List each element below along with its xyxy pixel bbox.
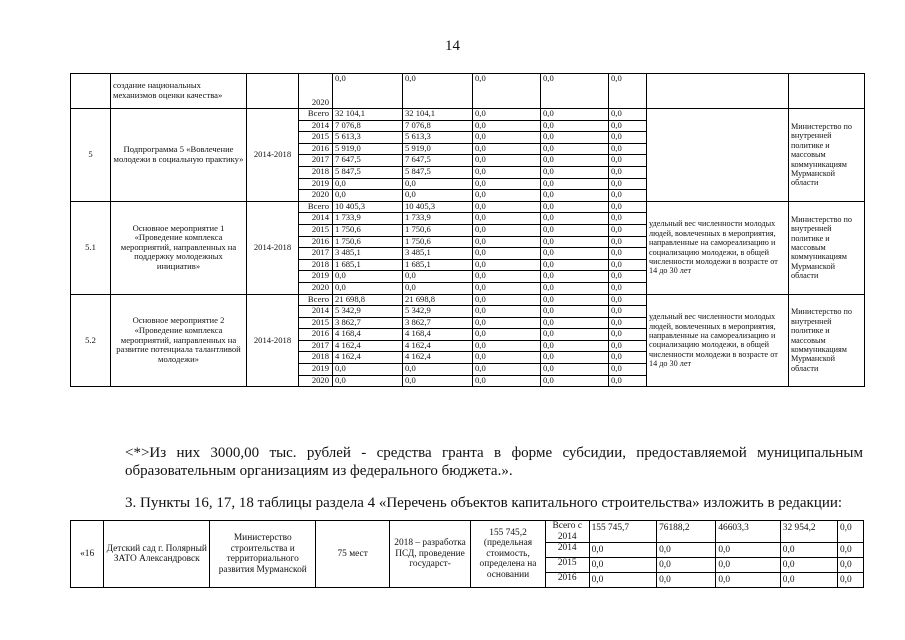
value-cell: 0,0 <box>473 224 541 236</box>
value-cell: 5 613,3 <box>403 132 473 144</box>
object-stage: 2018 – разработка ПСД, проведение государст- <box>390 521 471 588</box>
value-cell: 4 162,4 <box>403 352 473 364</box>
value-cell: 0,0 <box>473 364 541 376</box>
capital-construction-table <box>70 520 864 588</box>
value-cell: 4 162,4 <box>333 352 403 364</box>
row-year: 2020 <box>299 190 333 202</box>
value-cell: 0,0 <box>541 306 609 318</box>
value-cell: 0,0 <box>541 224 609 236</box>
row-year: 2014 <box>299 213 333 225</box>
value-cell: 1 733,9 <box>403 213 473 225</box>
program-number: 5.2 <box>71 294 111 387</box>
value-cell: 0,0 <box>609 375 647 387</box>
value-cell: 0,0 <box>541 178 609 190</box>
value-cell: 1 685,1 <box>333 259 403 271</box>
value-cell: 0,0 <box>541 352 609 364</box>
value-cell: 0,0 <box>609 306 647 318</box>
value-cell: 32 104,1 <box>403 109 473 121</box>
value-cell: 4 168,4 <box>333 329 403 341</box>
value-cell: 0,0 <box>780 543 837 558</box>
value-cell: 0,0 <box>473 132 541 144</box>
value-cell: 0,0 <box>609 213 647 225</box>
value-cell: 0,0 <box>541 155 609 167</box>
value-cell: 0,0 <box>837 521 863 543</box>
program-name: Основное мероприятие 2 «Проведение комплекса мероприятий, направленных на развитие потенциала талантливой молодежи» <box>111 294 247 387</box>
value-cell: 0,0 <box>473 375 541 387</box>
program-period: 2014-2018 <box>247 294 299 387</box>
value-cell: 0,0 <box>473 282 541 294</box>
value-cell: 0,0 <box>541 236 609 248</box>
value-cell: 1 750,6 <box>403 236 473 248</box>
value-cell: 0,0 <box>541 248 609 260</box>
value-cell: 10 405,3 <box>333 201 403 213</box>
value-cell: 0,0 <box>609 224 647 236</box>
value-cell: 5 919,0 <box>333 143 403 155</box>
program-name: Подпрограмма 5 «Вовлечение молодежи в социальную практику» <box>111 109 247 202</box>
value-cell: 0,0 <box>609 364 647 376</box>
value-cell: 1 750,6 <box>333 224 403 236</box>
value-cell: 0,0 <box>541 364 609 376</box>
value-cell: 0,0 <box>333 282 403 294</box>
row-year: 2015 <box>299 317 333 329</box>
row-year: 2018 <box>299 259 333 271</box>
value-cell: 0,0 <box>333 190 403 202</box>
value-cell: 0,0 <box>541 120 609 132</box>
table-row <box>71 294 865 306</box>
value-cell: 0,0 <box>609 178 647 190</box>
row-year: 2016 <box>299 143 333 155</box>
table-row <box>71 74 865 109</box>
value-cell: 0,0 <box>609 120 647 132</box>
value-cell: 5 847,5 <box>403 166 473 178</box>
value-cell: 0,0 <box>609 317 647 329</box>
value-cell: 0,0 <box>541 109 609 121</box>
value-cell: 0,0 <box>473 166 541 178</box>
value-cell: 0,0 <box>541 294 609 306</box>
program-name: Основное мероприятие 1 «Проведение комплекса мероприятий, направленных на поддержку молодежных инициатив» <box>111 201 247 294</box>
table-row <box>71 521 864 543</box>
value-cell: 0,0 <box>780 573 837 588</box>
value-cell: 0,0 <box>473 340 541 352</box>
value-cell: 0,0 <box>333 375 403 387</box>
value-cell: 0,0 <box>609 143 647 155</box>
value-cell: 0,0 <box>473 74 541 109</box>
value-cell: 0,0 <box>589 543 657 558</box>
value-cell: 0,0 <box>541 259 609 271</box>
value-cell: 0,0 <box>837 558 863 573</box>
value-cell: 0,0 <box>473 271 541 283</box>
value-cell: 0,0 <box>473 306 541 318</box>
value-cell: 0,0 <box>473 236 541 248</box>
value-cell: 0,0 <box>333 271 403 283</box>
row-year: 2014 <box>545 543 589 558</box>
value-cell: 0,0 <box>541 132 609 144</box>
value-cell: 0,0 <box>589 573 657 588</box>
value-cell: 0,0 <box>473 248 541 260</box>
program-ministry: Министерство по внутренней политике и массовым коммуникациям Мурманской области <box>789 201 865 294</box>
value-cell: 0,0 <box>609 294 647 306</box>
program-indicator: удельный вес численности молодых людей, вовлеченных в мероприятия, направленные на самореализацию и социализацию молодежи, в общей численности молодежи в возрасте от 14 до 30 лет <box>647 294 789 387</box>
value-cell: 7 076,8 <box>403 120 473 132</box>
value-cell: 0,0 <box>837 573 863 588</box>
value-cell: 21 698,8 <box>333 294 403 306</box>
row-year: 2014 <box>299 306 333 318</box>
value-cell: 3 862,7 <box>403 317 473 329</box>
object-object: Детский сад г. Полярный ЗАТО Александровск <box>104 521 210 588</box>
value-cell: 0,0 <box>473 259 541 271</box>
program-ministry: Министерство по внутренней политике и массовым коммуникациям Мурманской области <box>789 294 865 387</box>
value-cell: 1 733,9 <box>333 213 403 225</box>
value-cell: 7 647,5 <box>403 155 473 167</box>
value-cell: 0,0 <box>541 271 609 283</box>
program-indicator <box>647 109 789 202</box>
value-cell: 0,0 <box>609 155 647 167</box>
object-cost: 155 745,2 (предельная стоимость, определена на основании <box>471 521 546 588</box>
value-cell: 32 954,2 <box>780 521 837 543</box>
value-cell: 4 168,4 <box>403 329 473 341</box>
value-cell: 32 104,1 <box>333 109 403 121</box>
value-cell: 0,0 <box>403 178 473 190</box>
row-year: Всего с 2014 <box>545 521 589 543</box>
value-cell: 0,0 <box>473 294 541 306</box>
object-capacity: 75 мест <box>316 521 390 588</box>
value-cell: 0,0 <box>541 166 609 178</box>
value-cell: 0,0 <box>473 120 541 132</box>
value-cell: 0,0 <box>609 329 647 341</box>
value-cell: 21 698,8 <box>403 294 473 306</box>
value-cell: 0,0 <box>473 213 541 225</box>
value-cell: 0,0 <box>589 558 657 573</box>
program-ministry: Министерство по внутренней политике и массовым коммуникациям Мурманской области <box>789 109 865 202</box>
value-cell: 0,0 <box>403 74 473 109</box>
row-year: 2019 <box>299 271 333 283</box>
value-cell: 0,0 <box>780 558 837 573</box>
value-cell: 1 750,6 <box>403 224 473 236</box>
value-cell: 155 745,7 <box>589 521 657 543</box>
value-cell: 3 862,7 <box>333 317 403 329</box>
program-number: 5 <box>71 109 111 202</box>
value-cell: 0,0 <box>473 109 541 121</box>
value-cell: 5 847,5 <box>333 166 403 178</box>
row-year: 2015 <box>299 224 333 236</box>
program-table <box>70 73 865 387</box>
value-cell: 0,0 <box>609 352 647 364</box>
value-cell: 0,0 <box>403 271 473 283</box>
value-cell: 5 919,0 <box>403 143 473 155</box>
row-year: 2014 <box>299 120 333 132</box>
row-year: Всего <box>299 109 333 121</box>
table-row <box>71 109 865 121</box>
value-cell: 76188,2 <box>657 521 716 543</box>
value-cell: 0,0 <box>473 178 541 190</box>
row-year: 2020 <box>299 375 333 387</box>
program-period: 2014-2018 <box>247 201 299 294</box>
value-cell: 0,0 <box>541 329 609 341</box>
value-cell: 0,0 <box>609 74 647 109</box>
value-cell: 5 342,9 <box>403 306 473 318</box>
value-cell: 0,0 <box>473 190 541 202</box>
row-year: 2019 <box>299 364 333 376</box>
value-cell: 0,0 <box>403 375 473 387</box>
row-year: 2016 <box>545 573 589 588</box>
value-cell: 0,0 <box>609 166 647 178</box>
value-cell: 0,0 <box>657 573 716 588</box>
value-cell: 0,0 <box>609 132 647 144</box>
value-cell: 0,0 <box>609 109 647 121</box>
table-row <box>71 201 865 213</box>
item-3-paragraph: 3. Пункты 16, 17, 18 таблицы раздела 4 «Перечень объектов капитального строительства» изложить в редакции: <box>125 495 843 511</box>
value-cell: 0,0 <box>473 201 541 213</box>
value-cell: 0,0 <box>333 74 403 109</box>
row-year: 2015 <box>545 558 589 573</box>
value-cell: 0,0 <box>609 259 647 271</box>
program-indicator: удельный вес численности молодых людей, вовлеченных в мероприятия, направленные на самореализацию и социализацию молодежи, в общей численности молодежи в возрасте от 14 до 30 лет <box>647 201 789 294</box>
row-year: Всего <box>299 294 333 306</box>
row-year: 2017 <box>299 248 333 260</box>
object-num: «16 <box>71 521 104 588</box>
value-cell: 0,0 <box>609 190 647 202</box>
value-cell: 0,0 <box>541 340 609 352</box>
value-cell: 0,0 <box>403 282 473 294</box>
row-ministry <box>789 74 865 109</box>
value-cell: 4 162,4 <box>403 340 473 352</box>
value-cell: 0,0 <box>403 364 473 376</box>
row-year: 2018 <box>299 166 333 178</box>
value-cell: 10 405,3 <box>403 201 473 213</box>
value-cell: 0,0 <box>541 317 609 329</box>
row-year: Всего <box>299 201 333 213</box>
value-cell: 0,0 <box>716 543 780 558</box>
value-cell: 0,0 <box>716 573 780 588</box>
value-cell: 4 162,4 <box>333 340 403 352</box>
value-cell: 3 485,1 <box>333 248 403 260</box>
row-period <box>247 74 299 109</box>
value-cell: 0,0 <box>333 364 403 376</box>
value-cell: 0,0 <box>541 375 609 387</box>
value-cell: 0,0 <box>541 74 609 109</box>
row-year: 2017 <box>299 155 333 167</box>
program-period: 2014-2018 <box>247 109 299 202</box>
row-year: 2020 <box>299 282 333 294</box>
value-cell: 0,0 <box>609 340 647 352</box>
value-cell: 0,0 <box>609 248 647 260</box>
value-cell: 0,0 <box>541 143 609 155</box>
row-year: 2020 <box>299 74 333 109</box>
row-year: 2017 <box>299 340 333 352</box>
row-year: 2016 <box>299 329 333 341</box>
row-number <box>71 74 111 109</box>
value-cell: 0,0 <box>473 317 541 329</box>
row-year: 2018 <box>299 352 333 364</box>
value-cell: 0,0 <box>473 155 541 167</box>
value-cell: 7 647,5 <box>333 155 403 167</box>
value-cell: 0,0 <box>609 282 647 294</box>
value-cell: 7 076,8 <box>333 120 403 132</box>
row-year: 2019 <box>299 178 333 190</box>
value-cell: 0,0 <box>837 543 863 558</box>
value-cell: 0,0 <box>333 178 403 190</box>
page-number: 14 <box>445 38 460 54</box>
value-cell: 1 685,1 <box>403 259 473 271</box>
program-number: 5.1 <box>71 201 111 294</box>
value-cell: 0,0 <box>473 143 541 155</box>
row-year: 2015 <box>299 132 333 144</box>
value-cell: 0,0 <box>541 190 609 202</box>
value-cell: 0,0 <box>657 558 716 573</box>
value-cell: 3 485,1 <box>403 248 473 260</box>
value-cell: 0,0 <box>657 543 716 558</box>
value-cell: 0,0 <box>609 271 647 283</box>
value-cell: 0,0 <box>473 329 541 341</box>
value-cell: 0,0 <box>609 236 647 248</box>
value-cell: 0,0 <box>541 201 609 213</box>
value-cell: 1 750,6 <box>333 236 403 248</box>
row-year: 2016 <box>299 236 333 248</box>
value-cell: 0,0 <box>541 213 609 225</box>
value-cell: 5 342,9 <box>333 306 403 318</box>
value-cell: 0,0 <box>473 352 541 364</box>
footnote: <*>Из них 3000,00 тыс. рублей - средства гранта в форме субсидии, предоставляемой муниципальным образовательным организациям из федерального бюджета.». <box>125 445 863 479</box>
value-cell: 5 613,3 <box>333 132 403 144</box>
value-cell: 0,0 <box>403 190 473 202</box>
row-indicator <box>647 74 789 109</box>
value-cell: 46603,3 <box>716 521 780 543</box>
value-cell: 0,0 <box>716 558 780 573</box>
row-name: создание национальных механизмов оценки качества» <box>111 74 247 109</box>
value-cell: 0,0 <box>609 201 647 213</box>
object-ministry: Министерство строительства и территориального развития Мурманской <box>210 521 316 588</box>
value-cell: 0,0 <box>541 282 609 294</box>
